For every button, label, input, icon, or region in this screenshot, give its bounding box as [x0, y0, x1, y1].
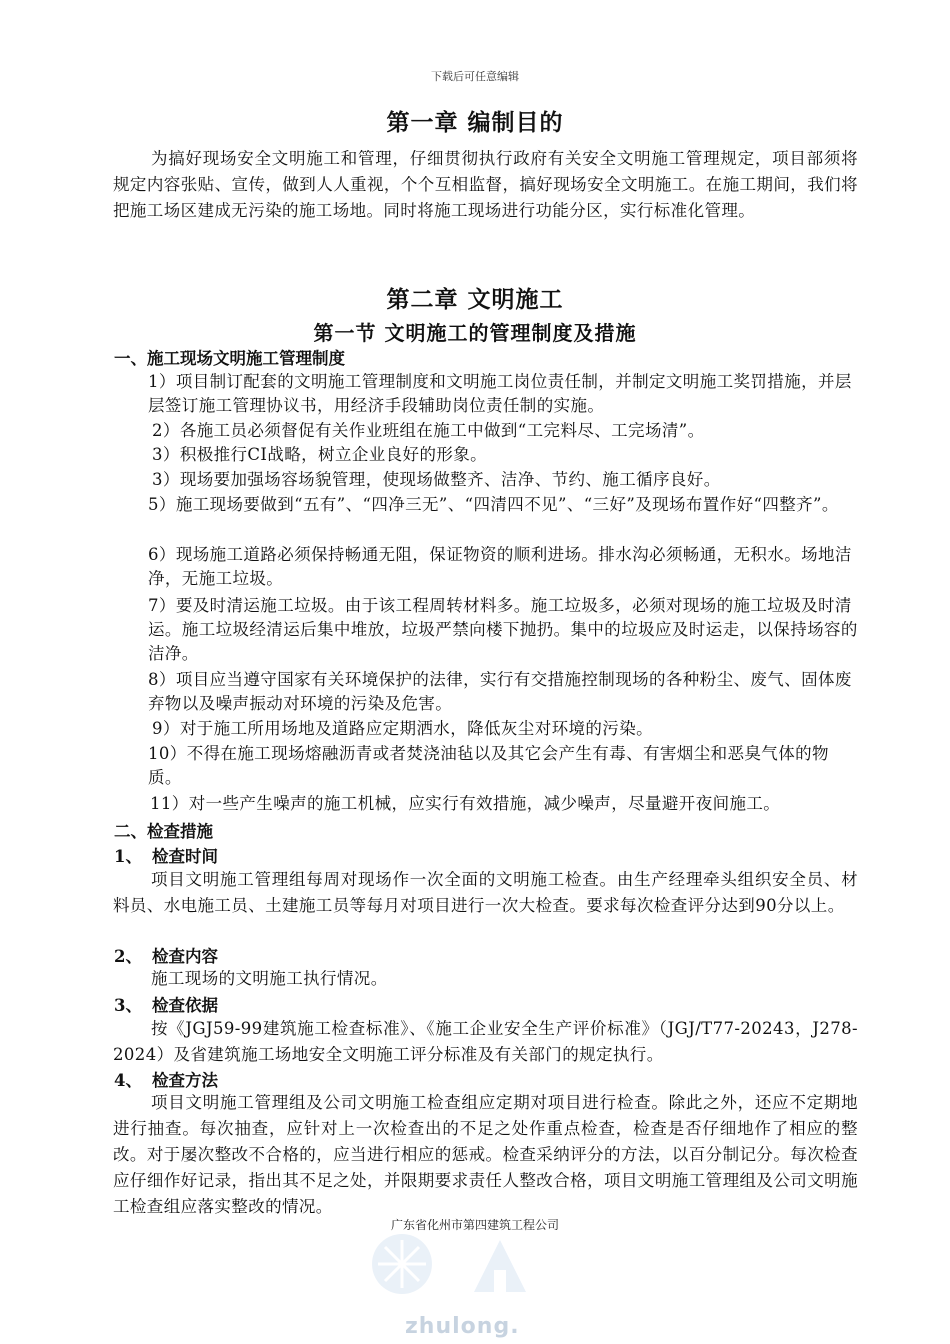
check-heading	[114, 843, 218, 867]
list-item	[152, 717, 872, 741]
check-heading	[114, 943, 218, 967]
item-number: 7）	[148, 596, 176, 615]
section1-title: 第一节 文明施工的管理制度及措施	[313, 321, 637, 345]
item-text: 对于施工所用场地及道路应定期洒水，降低灰尘对环境的污染。	[179, 719, 654, 738]
item-number: 2）	[152, 421, 180, 440]
item-number: 9）	[152, 719, 180, 738]
check-heading	[114, 992, 218, 1016]
header-note: 下载后可任意编辑	[431, 70, 519, 83]
part2-heading: 二、检查措施	[114, 822, 213, 841]
building-watermark-icon	[470, 1236, 530, 1296]
list-item	[150, 792, 862, 816]
item-text: 施工现场要做到“五有”、“四净三无”、“四清四不见”、“三好”及现场布置作好“四整齐”。	[175, 495, 839, 514]
check-title: 检查时间	[152, 847, 218, 866]
item-number: 6）	[148, 545, 176, 564]
check-body: 项目文明施工管理组及公司文明施工检查组应定期对项目进行检查。除此之外，还应不定期地进行抽查。每次抽查，应针对上一次检查出的不足之处作重点检查，检查是否仔细地作了相应的整改。对于屡次整改不合格的，应当进行相应的惩戒。检查采纳评分的方法，以百分制记分。每次检查应仔细作好记录，指出其不足之处，并限期要求责任人整改合格，项目文明施工管理组及公司文明施工检查组应落实整改的情况。	[113, 1093, 858, 1216]
check-number: 4、	[114, 1071, 142, 1090]
item-number: 10）	[148, 744, 187, 763]
item-text: 要及时清运施工垃圾。由于该工程周转材料多。施工垃圾多，必须对现场的施工垃圾及时清运。施工垃圾经清运后集中堆放，垃圾严禁向楼下抛扔。集中的垃圾应及时运走，以保持场容的洁净。	[148, 596, 858, 663]
item-text: 积极推行CI战略，树立企业良好的形象。	[179, 445, 488, 464]
check-title: 检查内容	[152, 947, 218, 966]
check-body: 按《JGJ59-99建筑施工检查标准》、《施工企业安全生产评价标准》（JGJ/T77-20243，J278-2024）及省建筑施工场地安全文明施工评分标准及有关部门的规定执行。	[113, 1019, 858, 1064]
chapter2-title: 第二章 文明施工	[386, 286, 564, 313]
check-number: 1、	[114, 847, 142, 866]
check-title: 检查方法	[152, 1071, 218, 1090]
list-item	[148, 668, 860, 716]
list-item	[152, 443, 872, 467]
check-number: 2、	[114, 947, 142, 966]
list-item	[148, 742, 860, 790]
item-text: 项目应当遵守国家有关环境保护的法律，实行有交措施控制现场的各种粉尘、废气、固体废弃物以及噪声振动对环境的污染及危害。	[148, 670, 852, 713]
item-text: 不得在施工现场熔融沥青或者焚浇油毡以及其它会产生有毒、有害烟尘和恶臭气体的物质。	[148, 744, 829, 787]
list-item	[148, 370, 860, 418]
item-number: 5）	[148, 495, 176, 514]
item-number: 3）	[152, 445, 180, 464]
part1-heading: 一、施工现场文明施工管理制度	[114, 349, 345, 368]
chapter1-body: 为搞好现场安全文明施工和管理，仔细贯彻执行政府有关安全文明施工管理规定，项目部须将规定内容张贴、宣传，做到人人重视，个个互相监督，搞好现场安全文明施工。在施工期间，我们将把施工场区建成无污染的施工场地。同时将施工现场进行功能分区，实行标准化管理。	[113, 149, 858, 220]
item-text: 项目制订配套的文明施工管理制度和文明施工岗位责任制，并制定文明施工奖罚措施，并层层签订施工管理协议书，用经济手段辅助岗位责任制的实施。	[148, 372, 852, 415]
list-item	[152, 419, 872, 443]
check-title: 检查依据	[152, 996, 218, 1015]
list-item	[148, 493, 860, 517]
list-item	[148, 543, 860, 591]
item-number: 1）	[148, 372, 176, 391]
list-item	[148, 594, 860, 666]
page-footer: 广东省化州市第四建筑工程公司	[390, 1218, 559, 1232]
chapter1-title: 第一章 编制目的	[386, 109, 564, 136]
check-number: 3、	[114, 996, 142, 1015]
item-text: 各施工员必须督促有关作业班组在施工中做到“工完料尽、工完场清”。	[179, 421, 705, 440]
item-number: 11）	[150, 794, 189, 813]
item-number: 3）	[152, 470, 180, 489]
list-item	[152, 468, 872, 492]
item-text: 现场施工道路必须保持畅通无阻，保证物资的顺利进场。排水沟必须畅通，无积水。场地洁净，无施工垃圾。	[148, 545, 852, 588]
check-heading	[114, 1067, 218, 1091]
watermark-text: zhulong.	[405, 1314, 520, 1339]
item-text: 对一些产生噪声的施工机械，应实行有效措施，减少噪声，尽量避开夜间施工。	[188, 794, 781, 813]
check-body: 施工现场的文明施工执行情况。	[151, 969, 388, 988]
check-body: 项目文明施工管理组每周对现场作一次全面的文明施工检查。由生产经理牵头组织安全员、材料员、水电施工员、土建施工员等每月对项目进行一次大检查。要求每次检查评分达到90分以上。	[113, 870, 858, 915]
item-text: 现场要加强场容场貌管理，使现场做整齐、洁净、节约、施工循序良好。	[179, 470, 721, 489]
item-number: 8）	[148, 670, 176, 689]
snowflake-watermark-icon	[370, 1232, 434, 1296]
